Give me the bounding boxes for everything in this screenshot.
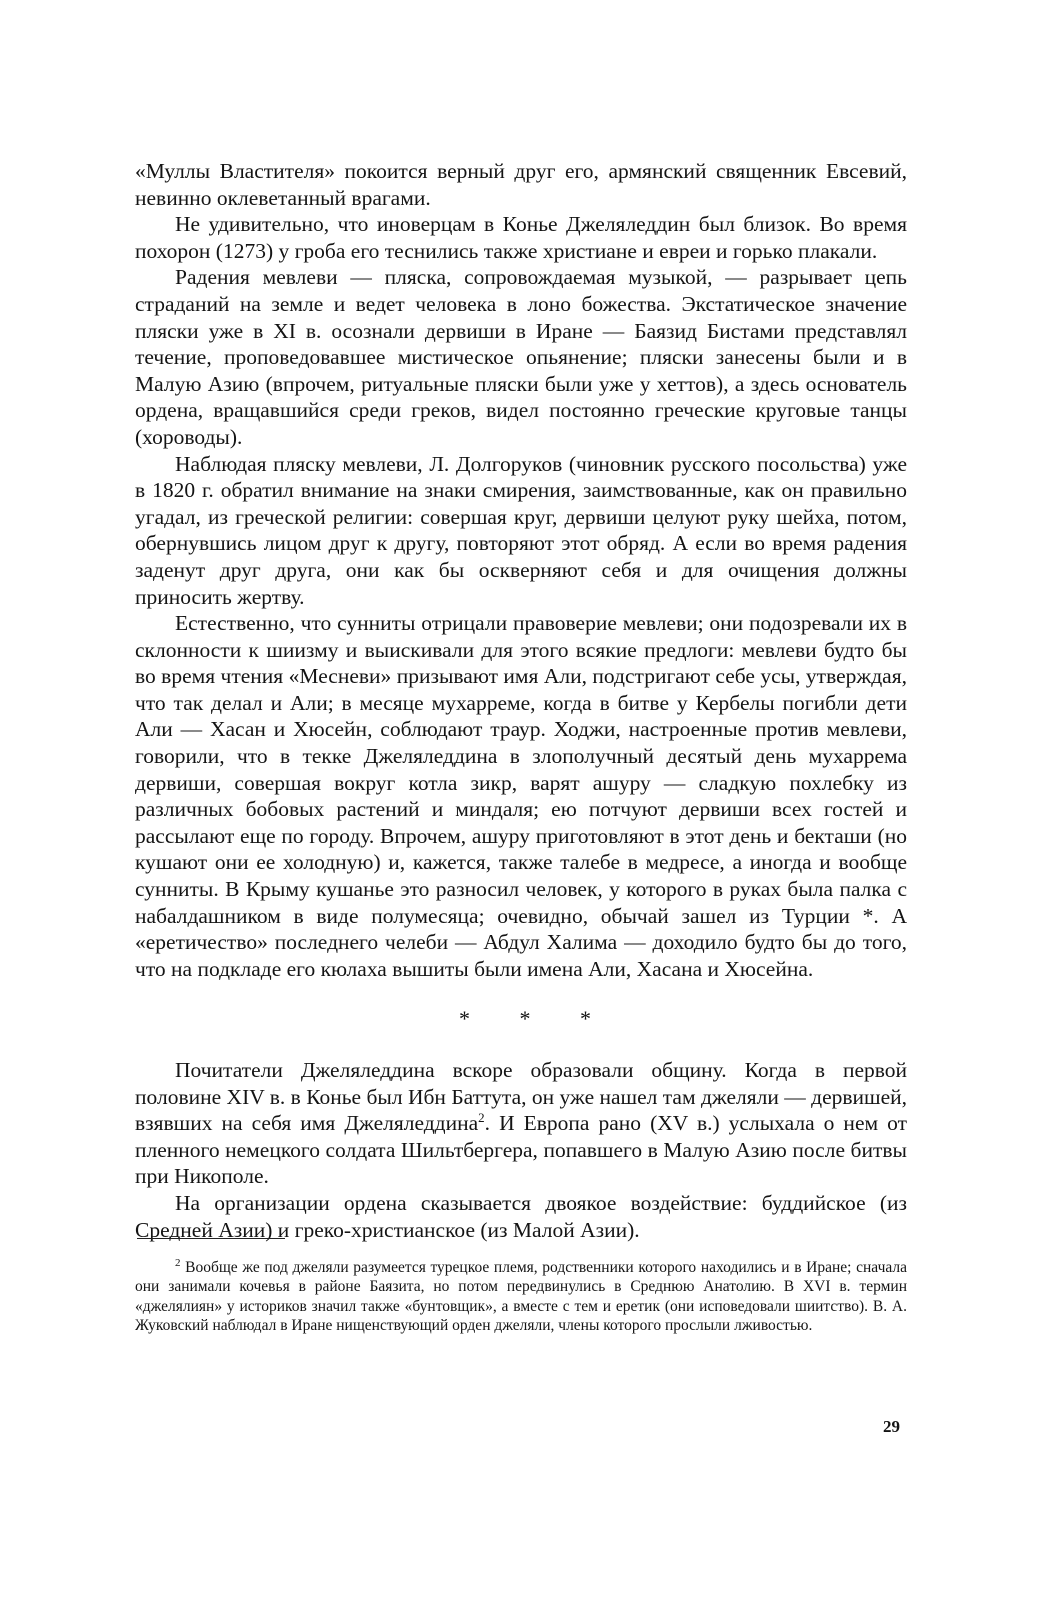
divider-asterisk: * (459, 1006, 470, 1031)
paragraph: «Муллы Властителя» покоится верный друг его, армянский священник Евсевий, невинно оклеветанный врагами. (135, 159, 907, 210)
page-number: 29 (883, 1417, 900, 1436)
footnote-text: Вообще же под джеляли разумеется турецкое племя, родственники которого находились и в Иране; сначала они занимали кочевья в районе Баязита, но потом передвинулись в Среднюю Анатолию. В XVI в. термин «джелялиян» у историков значил также «бунтовщик», а вместе с тем и еретик (они исповедовали шиитство). В. А. Жуковский наблюдал в Иране нищенствующий орден джеляли, члены которого прослыли лживостью. (135, 1259, 907, 1335)
divider-asterisk: * (519, 1006, 531, 1031)
paragraph: Радения мевлеви — пляска, сопровождаемая музыкой, — разрывает цепь страданий на земле и ведет человека в лоно божества. Экстатическое значение пляски уже в XI в. осознали дервиши в Иране — Баязид Бистами представлял течение, проповедовавшее мистическое опьянение; пляски занесены были и в Малую Азию (впрочем, ритуальные пляски были уже у хеттов), а здесь основатель ордена, вращавшийся среди греков, видел постоянно греческие круговые танцы (хороводы). (135, 265, 907, 449)
paragraph: Не удивительно, что иноверцам в Конье Джеляледдин был близок. Во время похорон (1273) у гроба его теснились также христиане и евреи и горько плакали. (135, 212, 907, 263)
paragraph: Наблюдая пляску мевлеви, Л. Долгоруков (чиновник русского посольства) уже в 1820 г. обратил внимание на знаки смирения, заимствованные, как он правильно угадал, из греческой религии: совершая круг, дервиши целуют руку шейха, потом, обернувшись лицом друг к другу, повторяют этот обряд. А если во время радения заденут друг друга, они как бы оскверняют себя и для очищения должны приносить жертву. (135, 451, 907, 609)
main-text (135, 158, 907, 982)
footnote (135, 1258, 907, 1336)
paragraph-text: Почитатели Джеляледдина вскоре образовали общину. Когда в первой половине XIV в. в Конье был Ибн Баттута, он уже нашел там джеляли — дервишей, взявших на себя имя Джеляледдина (135, 1058, 907, 1136)
footnote-reference[interactable]: 2 (478, 1110, 485, 1126)
footnote-separator (137, 1238, 285, 1239)
paragraph: Естественно, что сунниты отрицали правоверие мевлеви; они подозревали их в склонности к шиизму и выискивали для этого всякие предлоги: мевлеви будто бы во время чтения «Месневи» призывают имя Али, подстригают себе усы, утверждая, что так делал и Али; в месяце мухарреме, когда в битве у Кербелы погибли дети Али — Хасан и Хюсейн, соблюдают траур. Ходжи, настроенные против мевлеви, говорили, что в текке Джеляледдина в злополучный десятый день мухаррема дервиши, совершая вокруг котла зикр, варят ашуру — сладкую похлебку из различных бобовых растений и миндаля; ею потчуют дервиши всех гостей и рассылают еще по городу. Впрочем, ашуру приготовляют в этот день и бекташи (но кушают они ее холодную) и, кажется, также талебе в медресе, а иногда и вообще сунниты. В Крыму кушанье это разносил человек, у которого в руках была палка с набалдашником в виде полумесяца; очевидно, обычай зашел из Турции *. А «еретичество» последнего челеби — Абдул Халима — доходило будто бы до того, что на подкладе его кюлаха вышиты были имена Али, Хасана и Хюсейна. (135, 611, 907, 981)
paragraph-text: . И Европа рано (XV в.) услыхала о нем от пленного немецкого солдата Шильтбергера, попавшего в Малую Азию после битвы при Никополе. (135, 1111, 907, 1189)
footnote-paragraph (135, 1258, 907, 1336)
section-divider (0, 1006, 1050, 1032)
divider-asterisk: * (580, 1006, 591, 1031)
section-text (135, 1057, 907, 1243)
paragraph (135, 1057, 907, 1190)
footnote-mark: 2 (175, 1256, 181, 1269)
paragraph: На организации ордена сказывается двоякое воздействие: буддийское (из Средней Азии) и греко-христианское (из Малой Азии). (135, 1190, 907, 1242)
